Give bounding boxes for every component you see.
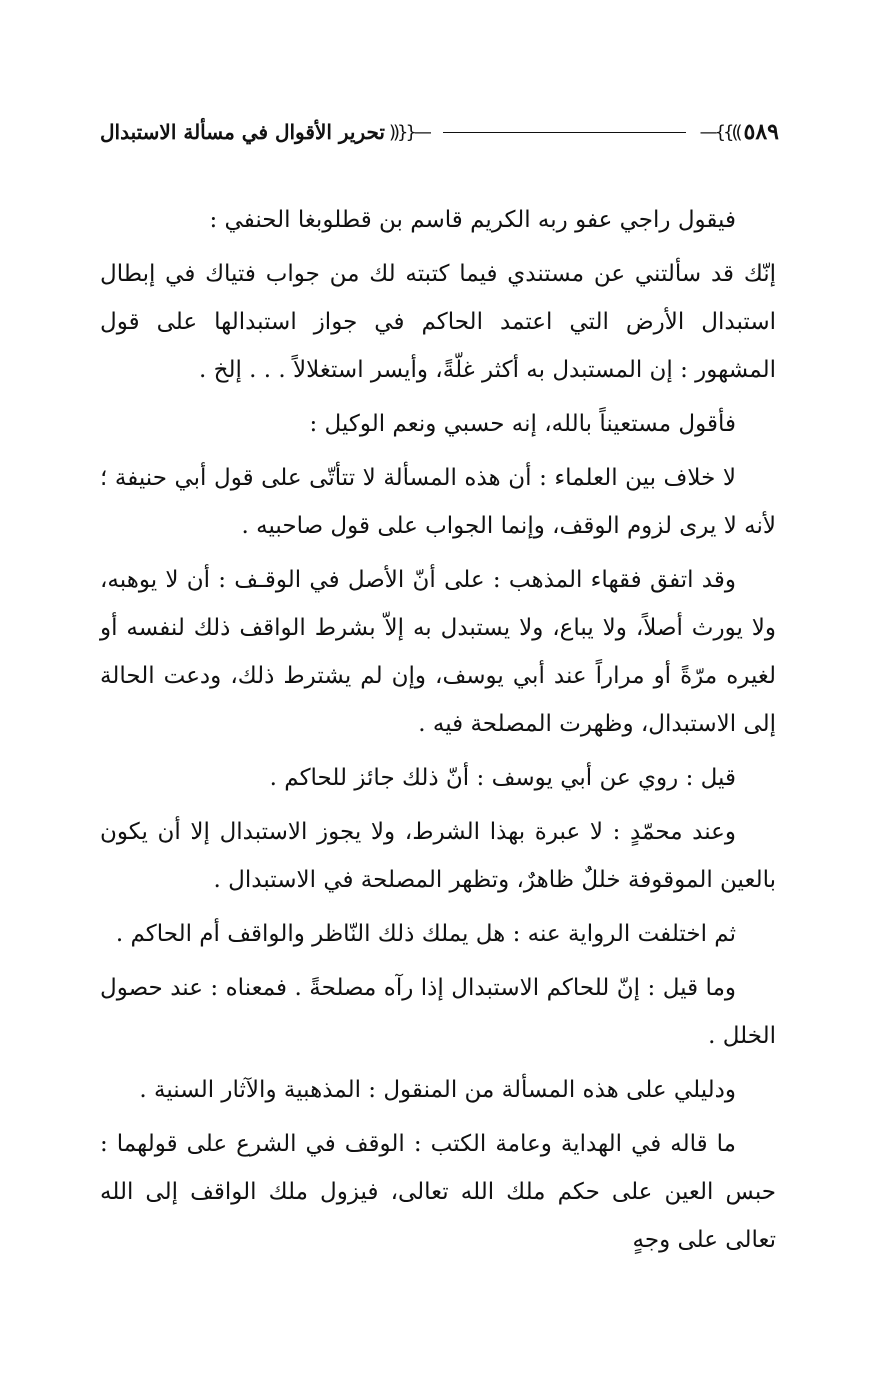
page-number: ٥٨٩ — [743, 119, 779, 145]
paragraph: لا خلاف بين العلماء : أن هذه المسألة لا تتأتّى على قول أبي حنيفة ؛ لأنه لا يرى لزوم الوقف، وإنما الجواب على قول صاحبيه . — [100, 465, 776, 539]
paragraph: فأقول مستعيناً بالله، إنه حسبي ونعم الوكيل : — [309, 411, 736, 437]
header-ornament-left: ))}}— — [699, 121, 740, 143]
body-text — [100, 196, 776, 1270]
paragraph: قيل : روي عن أبي يوسف : أنّ ذلك جائز للحاكم . — [269, 765, 736, 791]
paragraph: ما قاله في الهداية وعامة الكتب : الوقف في الشرع على قولهما : حبس العين على حكم ملك الله تعالى، فيزول ملك الواقف إلى الله تعالى على وجهٍ — [100, 1131, 776, 1253]
paragraph: وعند محمّدٍ : لا عبرة بهذا الشرط، ولا يجوز الاستبدال إلا أن يكون بالعين الموقوفة خللٌ ظاهرٌ، وتظهر المصلحة في الاستبدال . — [100, 819, 776, 893]
page-number-group — [700, 119, 783, 145]
paragraph: ثم اختلفت الرواية عنه : هل يملك ذلك النّاظر والواقف أم الحاكم . — [115, 921, 736, 947]
paragraph: إنّك قد سألتني عن مستندي فيما كتبته لك من جواب فتياك في إبطال استبدال الأرض التي اعتمد الحاكم في جواز استبدالها على قول المشهور : إن المستبدل به أكثر غلّةً، وأيسر استغلالاً . . . إلخ . — [100, 261, 776, 383]
header-title-group — [96, 120, 429, 144]
running-header — [96, 110, 783, 154]
header-title: تحرير الأقوال في مسألة الاستبدال — [100, 120, 385, 144]
paragraph: فيقول راجي عفو ربه الكريم قاسم بن قطلوبغا الحنفي : — [209, 207, 736, 233]
header-ornament-right: —{{(( — [388, 121, 429, 143]
paragraph: ودليلي على هذه المسألة من المنقول : المذهبية والآثار السنية . — [139, 1077, 736, 1103]
paragraph: وقد اتفق فقهاء المذهب : على أنّ الأصل في الوقـف : أن لا يوهبه، ولا يورث أصلاً، ولا يباع، ولا يستبدل به إلاّ بشرط الواقف ذلك لنفسه أو لغيره مرّةً أو مراراً عند أبي يوسف، وإن لم يشترط ذلك، ودعت الحالة إلى الاستبدال، وظهرت المصلحة فيه . — [100, 567, 776, 737]
header-rule — [443, 132, 686, 133]
paragraph: وما قيل : إنّ للحاكم الاستبدال إذا رآه مصلحةً . فمعناه : عند حصول الخلل . — [100, 975, 776, 1049]
